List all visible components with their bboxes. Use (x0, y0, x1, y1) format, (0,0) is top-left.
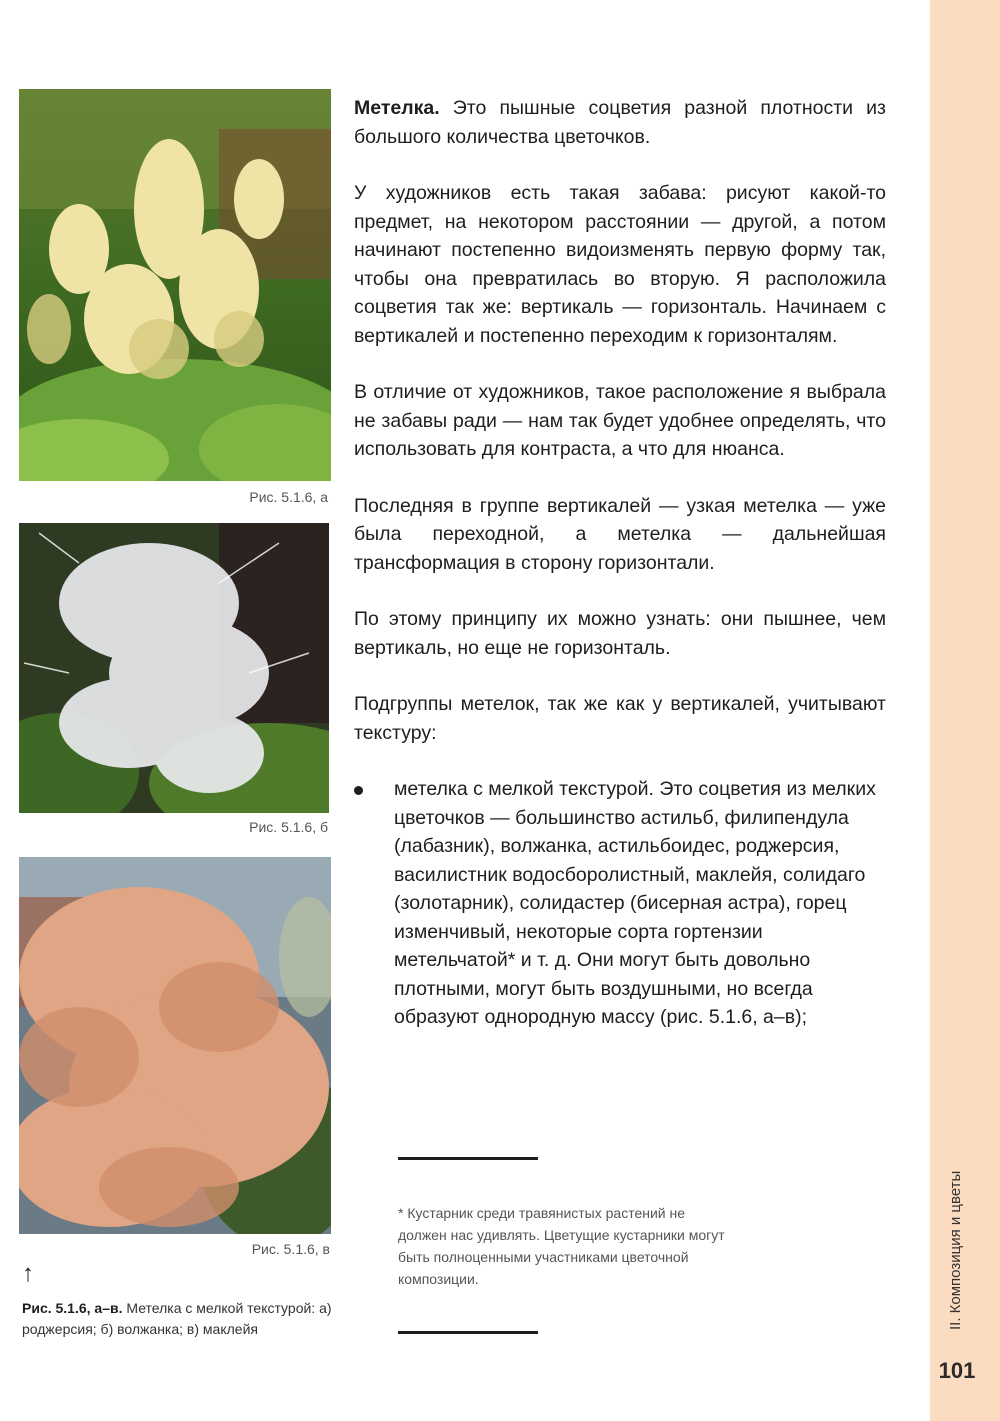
paragraph-intro-text: Это пышные соцветия разной плотности из большого количества цветочков. (354, 97, 886, 148)
chapter-title: II. Композиция и цветы (947, 1170, 964, 1330)
paragraph-subgroups: Подгруппы метелок, так же как у вертикалей, учитывают текстуру: (354, 693, 886, 744)
paragraph-transition: Последняя в группе вертикалей — узкая метелка — уже была переходной, а метелка — дальнейшая трансформация в сторону горизонтали. (354, 494, 886, 574)
bullet-text: метелка с мелкой текстурой. Это соцветия из мелких цветочков — большинство астильб, филипендула (лабазник), волжанка, астильбоидес, роджерсия, василистник водосборолистный, маклейя, солидаго (золотарник), солидастер (бисерная астра), горец изменчивый, некоторые сорта гортензии метельчатой* и т. д. Они могут быть довольно плотными, могут быть воздушными, но всегда образуют однородную массу (рис. 5.1.6, а–в); (394, 778, 876, 1028)
arrow-up-icon: ↑ (22, 1260, 34, 1287)
photo-macleaya (19, 857, 331, 1234)
page-number: 101 (938, 1358, 976, 1383)
footnote: * Кустарник среди травянистых растений не должен нас удивлять. Цветущие кустарники могут быть полноценными участниками цветочной композиции. (398, 1205, 725, 1287)
paragraph-difference: В отличие от художников, такое расположение я выбрала не забавы ради — нам так будет удобнее определять, что использовать для контраста, а что для нюанса. (354, 381, 886, 460)
photo-aruncus (19, 523, 329, 813)
main-text (354, 94, 886, 1032)
paragraph-artists: У художников есть такая забава: рисуют какой-то предмет, на некотором расстоянии — другой, а потом начинают постепенно видоизменять первую форму так, чтобы она превратилась во вторую. Я расположила соцветия так же: вертикаль — горизонталь. Начинаем с вертикалей и постепенно переходим к горизонталям. (354, 182, 886, 347)
bullet-item-fine-texture (354, 775, 886, 1032)
figure-label-c: Рис. 5.1.6, в (251, 1241, 330, 1257)
bullet-icon (354, 786, 363, 795)
photo-rodgersia (19, 89, 331, 481)
figure-label-a: Рис. 5.1.6, а (249, 489, 328, 505)
term-metelka: Метелка. (354, 97, 440, 119)
footnote-divider-top (398, 1157, 538, 1160)
figure-label-b: Рис. 5.1.6, б (249, 819, 328, 835)
figure-caption-prefix: Рис. 5.1.6, а–в. (22, 1300, 123, 1316)
paragraph-principle: По этому принципу их можно узнать: они пышнее, чем вертикаль, но еще не горизонталь. (354, 608, 886, 659)
figure-caption-text: Метелка с мелкой текстурой: а) роджерсия; б) волжанка; в) маклейя (22, 1300, 332, 1337)
figure-caption (22, 1298, 362, 1340)
paragraph-intro (354, 94, 886, 151)
footnote-divider-bottom (398, 1331, 538, 1334)
